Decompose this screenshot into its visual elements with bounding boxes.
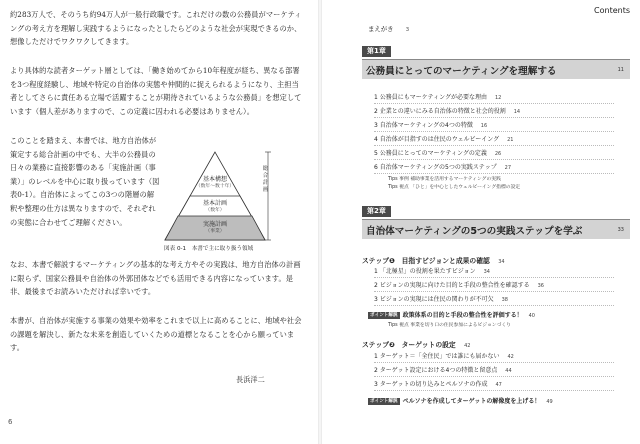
entry-page: 16 (480, 123, 488, 129)
right-page (322, 0, 640, 444)
toc-entry (374, 351, 614, 363)
entry-page: 12 (494, 95, 502, 101)
entry-text: ビジョンの実現に向けた目的と手段の整合性を確認する (379, 282, 530, 289)
tips-line: Tips 視点 「ひと」を中心としたウェルビーイング指標の設定 (388, 185, 521, 190)
entry-text: ターゲット設定における4つの特徴と留意点 (379, 367, 498, 374)
entry-page: 42 (507, 354, 514, 360)
point-1 (368, 310, 535, 319)
entry-number: 2 (374, 108, 378, 115)
step-2-page: 42 (464, 343, 471, 349)
entry-number: 1 (374, 94, 378, 101)
chapter-1-tag: 第1章 (362, 46, 391, 57)
chapter-1-title: 公務員にとってのマーケティングを理解する (366, 66, 557, 77)
entry-text: 公務員にとってのマーケティングの定義 (379, 150, 487, 157)
chapter-1-bar (362, 59, 630, 79)
paragraph-2: より具体的な読者ターゲット層としては、「働き始めてから10年程度が経ち、異なる部署を3つ程度経験し、地域や特定の自治体の実態や仲間的に捉えられるようになり、主担当者としてさらに責任ある立場で活躍することが期待されているような公務員」を想定しています（個人差がありますので、この定義に囚われる必要はありません）。 (10, 66, 302, 116)
entry-text: ターゲットの切り込みとペルソナの作成 (379, 381, 488, 388)
pyramid-side-label: 総合計画 (262, 166, 269, 193)
entry-number: 3 (374, 296, 378, 303)
point-text: ペルソナを作成してターゲットの解像度を上げる！ (402, 398, 541, 405)
contents-header: Contents (594, 6, 630, 15)
entry-page: 36 (537, 283, 544, 289)
toc-entry (374, 162, 614, 174)
maegaki-title: まえがき (368, 25, 394, 33)
entry-number: 1 (374, 353, 378, 360)
step-1-heading (362, 255, 505, 265)
step-1-page: 34 (498, 259, 505, 265)
point-text: 政策体系の目的と手段の整合性を評価する！ (402, 312, 523, 319)
entry-text: 公務員にもマーケティングが必要な理由 (379, 94, 488, 101)
chapter-2-page: 33 (617, 227, 624, 233)
entry-number: 6 (374, 164, 378, 171)
bottom-sub-text: （事業） (205, 229, 225, 234)
entry-page: 47 (495, 382, 502, 388)
toc-entry (374, 92, 614, 104)
author-signature: 長浜洋二 (236, 375, 265, 384)
toc-maegaki (368, 24, 409, 33)
entry-text: 自治体が目指すのは住民のウェルビーイング (379, 136, 500, 143)
point-tag: ポイント解説 (370, 399, 398, 404)
point-2 (368, 396, 553, 405)
mid-sub-text: （数年） (205, 208, 225, 213)
pyramid-mid-label (185, 200, 245, 214)
entry-text: ビジョンの実現には住民の関わりが不可欠 (379, 296, 494, 303)
top-sub-text: （数年〜数十年） (195, 184, 235, 189)
toc-entry (374, 379, 614, 391)
entry-page: 38 (501, 297, 508, 303)
toc-entry (374, 280, 614, 292)
toc-entry (374, 148, 614, 160)
paragraph-4: なお、本書で解説するマーケティングの基本的な考え方やその実践は、地方自治体の計画に限らず、国家公務員や自治体の外郭団体などでも活用できる内容になっています。是非、最後までお読みいただければ幸いです。 (10, 260, 301, 297)
toc-entry (374, 294, 614, 306)
left-page-number: 6 (8, 418, 13, 426)
maegaki-page: 3 (405, 27, 410, 33)
toc-entry (374, 365, 614, 377)
point-page: 49 (546, 399, 553, 405)
entry-text: 企業との違いにみる自治体の特徴と社会的役割 (379, 108, 506, 115)
entry-text: 自治体マーケティングの5つの実践ステップ (379, 164, 497, 171)
entry-number: 4 (374, 136, 378, 143)
entry-text: 自治体マーケティングの4つの特徴 (379, 122, 473, 129)
toc-entry (374, 266, 614, 278)
entry-page: 14 (513, 109, 521, 115)
entry-page: 27 (504, 165, 512, 171)
step-2-label: ステップ❷ ターゲットの設定 (362, 341, 456, 349)
paragraph-1: 約283万人で、そのうち約94万人が一般行政職です。これだけの数の公務員がマーケティングの考え方を理解し実践するようになったとしたらどのような社会が実現できるのか、想像しただけでワクワクしてきます。 (10, 10, 302, 47)
toc-entry (374, 106, 614, 118)
entry-page: 21 (507, 137, 514, 143)
entry-number: 3 (374, 122, 378, 129)
step-1-label: ステップ❶ 目指すビジョンと成果の確認 (362, 257, 490, 265)
entry-number: 2 (374, 282, 378, 289)
bottom-label-text: 実施計画 (202, 221, 227, 228)
paragraph-5: 本書が、自治体が実施する事業の効果や効率をこれまで以上に高めることに、地域や社会の課題を解決し、新たな未来を創造していくための道標となることを心から願っています。 (10, 316, 302, 353)
entry-page: 44 (505, 368, 512, 374)
left-page (0, 0, 318, 444)
toc-entry (374, 120, 614, 132)
entry-page: 34 (483, 269, 490, 275)
tips-line: Tips 事例 補助事業を活用するマーケティングの実践 (388, 177, 501, 182)
entry-text: ターゲット＝「全住民」では誰にも届かない (379, 353, 500, 360)
pyramid-figure (160, 150, 280, 250)
pyramid-bottom-label (185, 221, 245, 235)
mid-label-text: 基本計画 (202, 200, 227, 207)
tips-line: Tips 視点 事業を切り口の住民参加によるビジョンづくり (388, 323, 511, 328)
paragraph-3: このことを踏まえ、本書では、地方自治体が策定する総合計画の中でも、大半の公務員の日々の業務に直接影響のある「実施計画（事業）」のレベルを中心に取り扱っています（図表0-1）。自治体によってこの3つの階層の解釈や整理の仕方は異なりますので、それぞれの実態に合わせてご理解ください。 (10, 136, 160, 227)
entry-number: 1 (374, 268, 378, 275)
entry-text: 「北極星」の役割を果たすビジョン (379, 268, 476, 275)
entry-number: 5 (374, 150, 378, 157)
step-2-heading (362, 339, 470, 349)
pyramid-top-label (185, 176, 245, 190)
entry-number: 2 (374, 367, 378, 374)
chapter-2-tag: 第2章 (362, 206, 391, 217)
point-tag: ポイント解説 (370, 313, 398, 318)
figure-caption: 図表 0-1 本書で主に取り扱う領域 (164, 246, 254, 252)
chapter-2-bar (362, 219, 630, 239)
entry-number: 3 (374, 381, 378, 388)
toc-entry (374, 134, 614, 146)
entry-page: 26 (494, 151, 502, 157)
point-page: 40 (528, 313, 535, 319)
chapter-2-title: 自治体マーケティングの5つの実践ステップを学ぶ (366, 226, 583, 237)
top-label-text: 基本構想 (202, 176, 227, 183)
chapter-1-page: 11 (617, 67, 624, 73)
